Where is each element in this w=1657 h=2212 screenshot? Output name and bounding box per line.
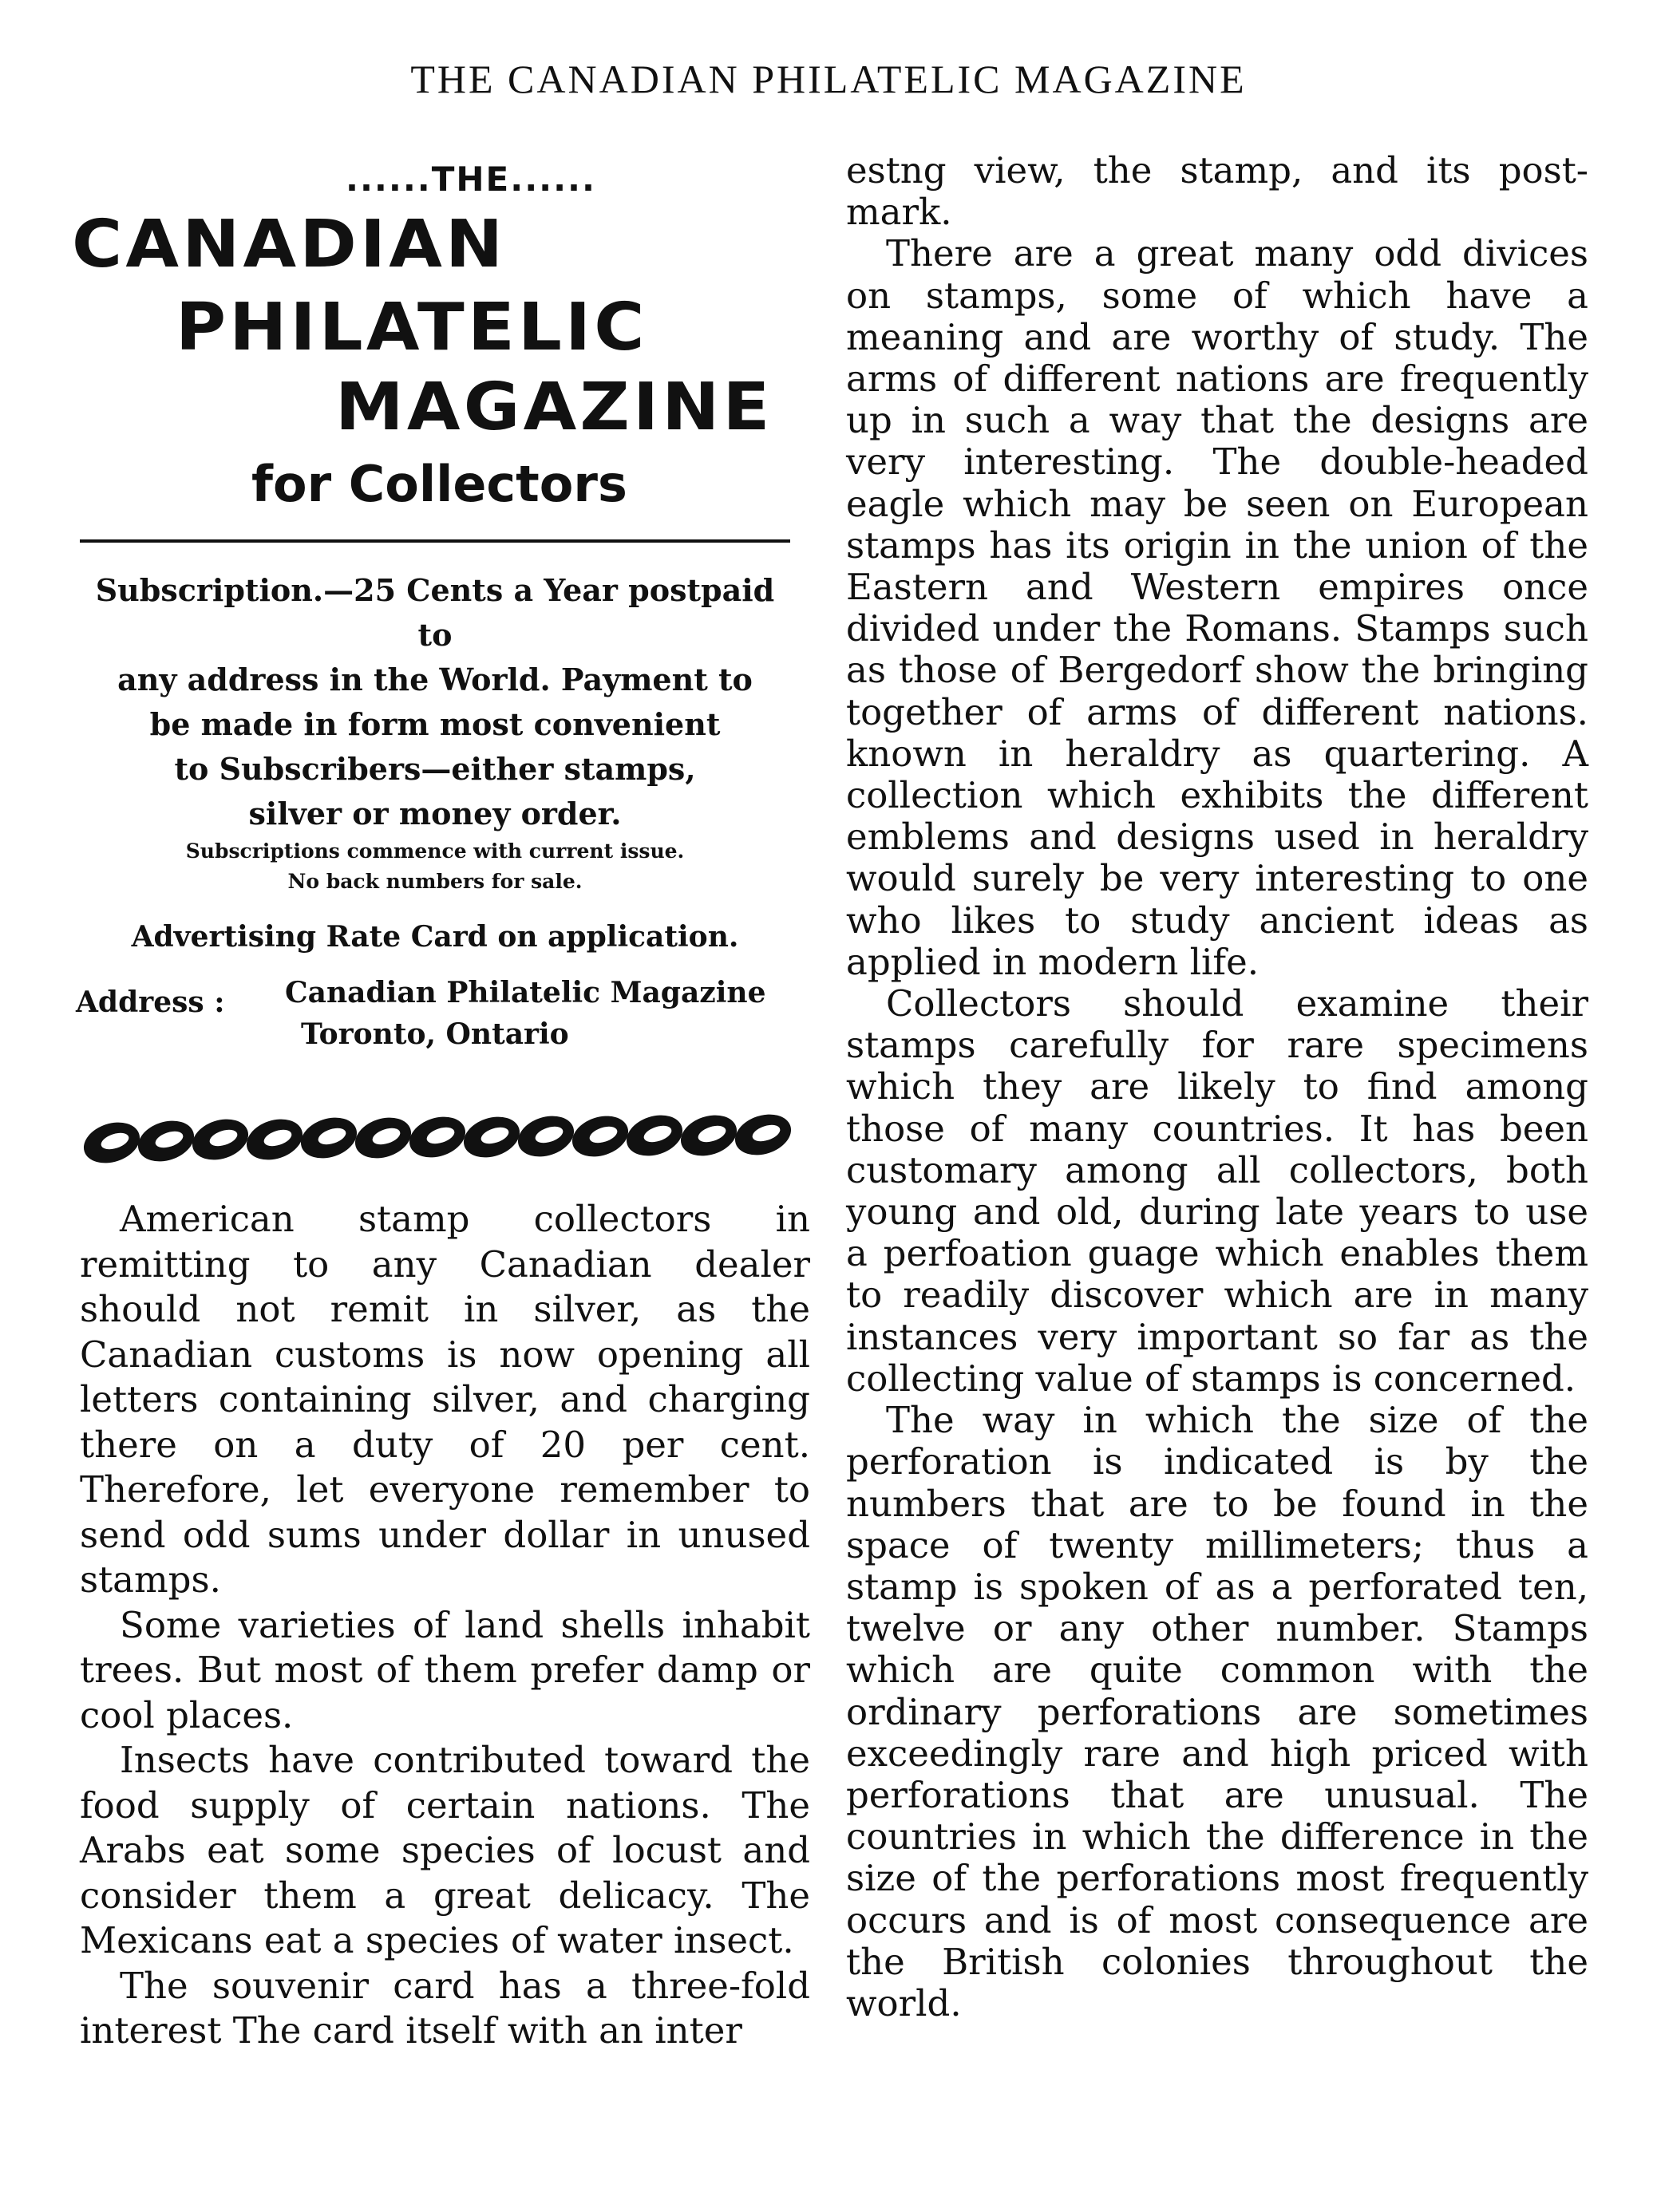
advertising-note: Advertising Rate Card on application. — [131, 920, 739, 954]
article-paragraph: Collectors should examine their stamps carefully for rare specimens which they are likely to find among those of many countries. It has been customary among all collectors, both young and old, during late years to use a perfoation guage which enables them to readily discover which are in many instances very important so far as the collecting value of stamps is concerned. — [846, 982, 1588, 1400]
address-text — [285, 972, 812, 1055]
address-line: Canadian Philatelic Magazine — [285, 976, 766, 1009]
article-paragraph: The way in which the size of the perforation is indicated is by the numbers that are to be found in the space of twenty millimeters; thus a stamp is spoken of as a perforated ten, twelve or any other number. Stamps which are quite common with the ordinary perforations are sometimes exceedingly rare and high priced with perforations that are unusual. The countries in which the difference in the size of the perforations most frequently occurs and is of most consequence are the British colonies throughout the world. — [846, 1399, 1588, 2024]
subscription-line: to Subscribers—either stamps, — [174, 751, 696, 787]
masthead — [72, 160, 806, 527]
masthead-magazine: MAGAZINE — [335, 369, 773, 445]
article-paragraph: Some varieties of land shells inhabit trees. But most of them prefer damp or cool places. — [80, 1603, 810, 1736]
subscription-line: silver or money order. — [248, 796, 622, 831]
masthead-philatelic: PHILATELIC — [176, 290, 648, 365]
article-paragraph: Insects have contributed toward the food supply of certain nations. The Arabs eat some species of locust and consider them a great delicacy. The Mexicans eat a species of water insect. — [80, 1739, 810, 1961]
subscription-line: be made in form most convenient — [149, 706, 721, 742]
address-label: Address : — [76, 986, 225, 1019]
right-column — [846, 150, 1588, 2024]
masthead-the: ......THE...... — [346, 160, 596, 199]
subscription-note: Subscriptions commence with current issue. — [185, 839, 685, 863]
subscription-line: Subscription.—25 Cents a Year postpaid to — [95, 572, 775, 653]
left-column — [80, 1197, 810, 2054]
subscription-note: No back numbers for sale. — [287, 870, 583, 893]
running-head: THE CANADIAN PHILATELIC MAGAZINE — [410, 57, 1247, 101]
masthead-canadian: CANADIAN — [72, 207, 507, 282]
subscription-line: any address in the World. Payment to — [117, 662, 753, 697]
masthead-rule — [80, 539, 790, 543]
ornament-border — [80, 1101, 798, 1181]
article-paragraph: There are a great many odd divices on stamps, some of which have a meaning and are worthy of study. The arms of different nations are frequently up in such a way that the designs are very interesting. The double-headed eagle which may be seen on European stamps has its origin in the union of the Eastern and Western empires once divided under the Romans. Stamps such as those of Bergedorf show the bringing together of arms of different nations. known in heraldry as quartering. A collection which exhibits the different emblems and designs used in heraldry would surely be very interesting to one who likes to study ancient ideas as applied in modern life. — [846, 232, 1588, 983]
article-paragraph: The souvenir card has a three-fold interest The card itself with an inter — [80, 1964, 810, 2052]
article-paragraph: estng view, the stamp, and its post-mark. — [846, 149, 1588, 234]
masthead-subtitle: for Collectors — [251, 455, 627, 513]
article-paragraph: American stamp collectors in remitting to any Canadian dealer should not remit in silver, as the Canadian customs is now opening all letters containing silver, and charging there on a duty of 20 per cent. Therefore, let everyone remember to send odd sums under dollar in unused stamps. — [80, 1198, 810, 1601]
address-line: Toronto, Ontario — [301, 1017, 569, 1051]
subscription-block — [76, 568, 794, 959]
